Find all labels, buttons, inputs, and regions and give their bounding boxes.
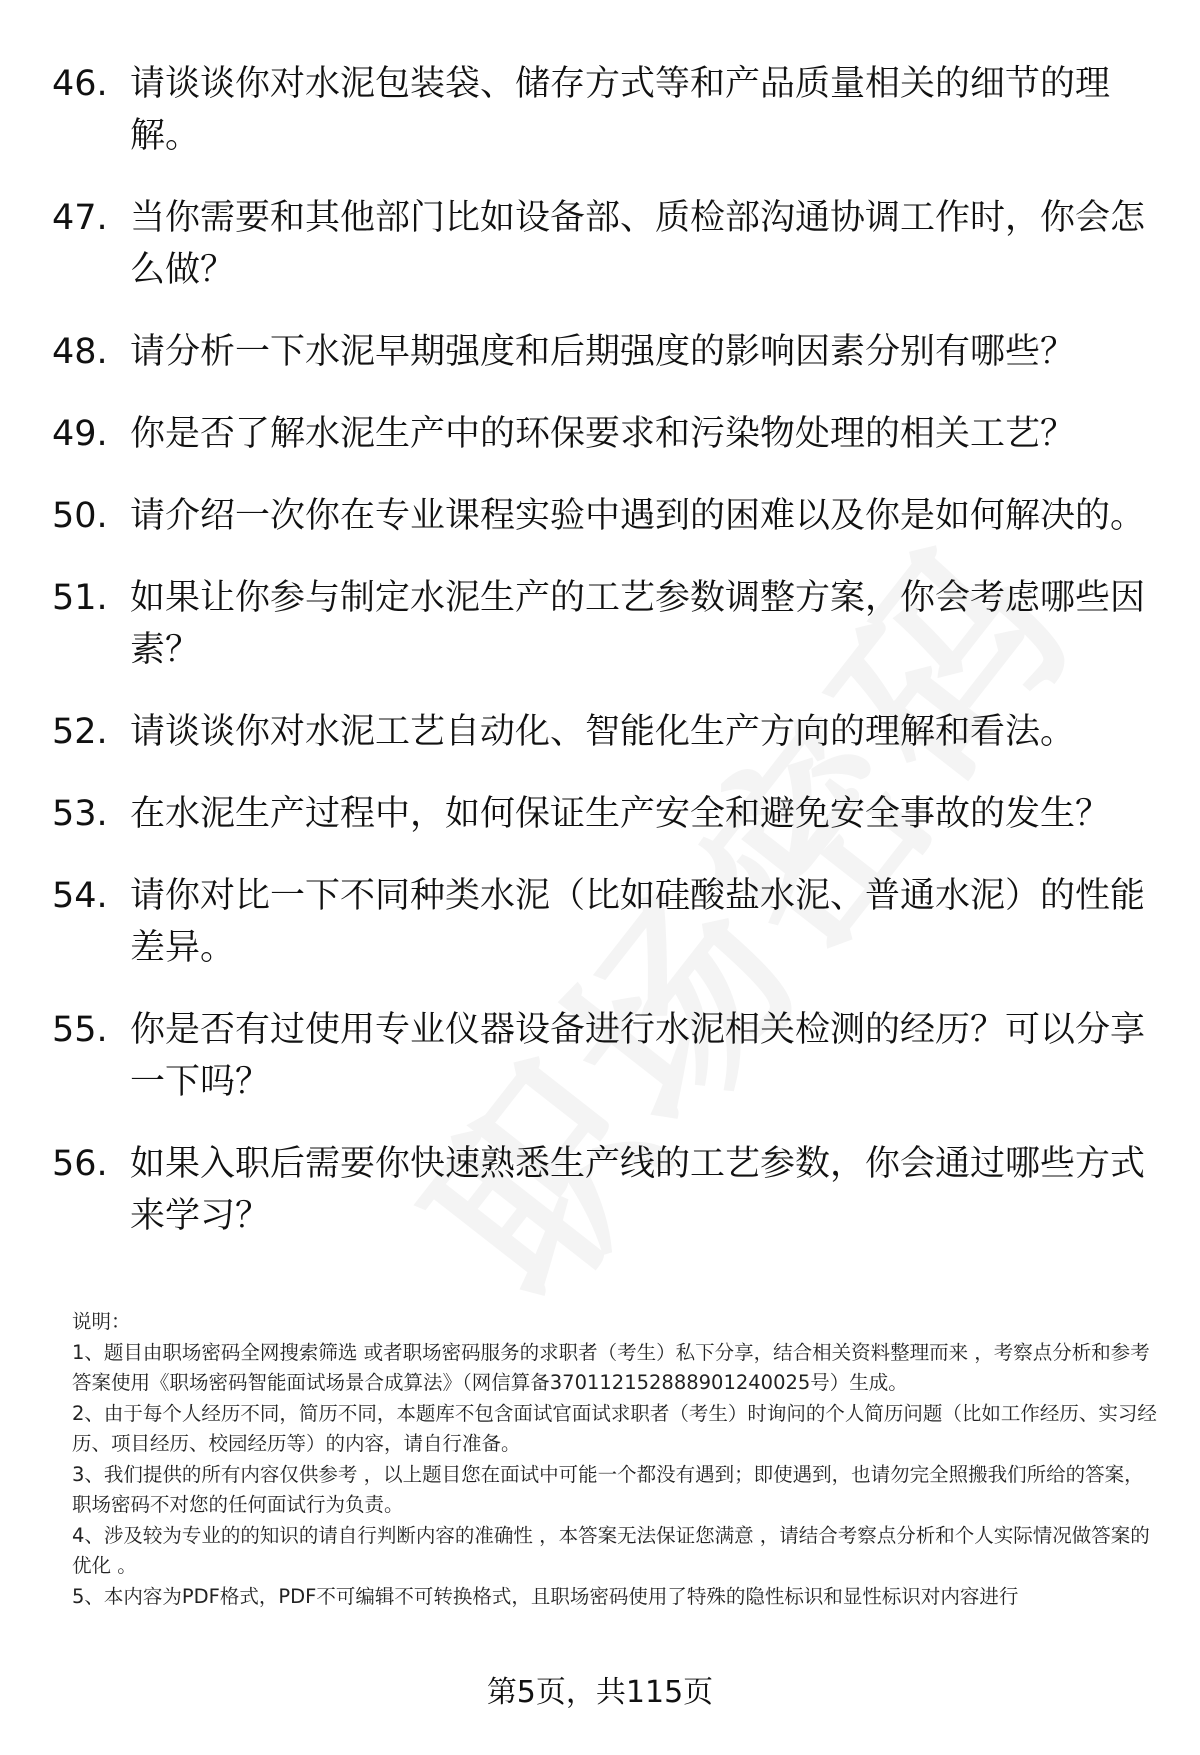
question-item — [52, 870, 1147, 974]
question-item — [52, 490, 1147, 542]
question-text: 当你需要和其他部门比如设备部、质检部沟通协调工作时，你会怎么做？ — [130, 198, 1146, 290]
question-number: 48. — [52, 332, 108, 372]
question-item — [52, 326, 1147, 378]
question-number: 54. — [52, 876, 108, 916]
page-number-footer: 第5页，共115页 — [486, 1675, 714, 1710]
question-text: 在水泥生产过程中，如何保证生产安全和避免安全事故的发生？ — [130, 794, 1111, 834]
question-number: 52. — [52, 712, 108, 752]
question-text: 请分析一下水泥早期强度和后期强度的影响因素分别有哪些？ — [130, 332, 1076, 372]
question-item — [52, 788, 1147, 840]
note-item: 4、涉及较为专业的的知识的请自行判断内容的准确性 ，本答案无法保证您满意 ，请结合考察点分析和个人实际情况做答案的优化 。 — [72, 1523, 1150, 1577]
question-text: 请谈谈你对水泥工艺自动化、智能化生产方向的理解和看法。 — [130, 712, 1076, 752]
question-number: 50. — [52, 496, 108, 536]
question-number: 56. — [52, 1144, 108, 1184]
note-item: 5、本内容为PDF格式，PDF不可编辑不可转换格式，且职场密码使用了特殊的隐性标识和显性标识对内容进行 — [72, 1584, 1019, 1608]
question-number: 51. — [52, 578, 108, 618]
question-text: 如果让你参与制定水泥生产的工艺参数调整方案，你会考虑哪些因素？ — [130, 578, 1146, 670]
question-item — [52, 706, 1147, 758]
question-number: 47. — [52, 198, 108, 238]
question-text: 请谈谈你对水泥包装袋、储存方式等和产品质量相关的细节的理解。 — [130, 64, 1111, 156]
note-item: 2、由于每个人经历不同，简历不同，本题库不包含面试官面试求职者（考生）时询问的个人简历问题（比如工作经历、实习经历、项目经历、校园经历等）的内容，请自行准备。 — [72, 1401, 1157, 1455]
question-number: 49. — [52, 414, 108, 454]
question-item — [52, 1138, 1147, 1242]
question-text: 你是否有过使用专业仪器设备进行水泥相关检测的经历？可以分享一下吗？ — [130, 1010, 1146, 1102]
question-number: 55. — [52, 1010, 108, 1050]
question-item — [52, 572, 1147, 676]
question-text: 如果入职后需要你快速熟悉生产线的工艺参数，你会通过哪些方式来学习？ — [130, 1144, 1146, 1236]
question-list — [52, 58, 1147, 1272]
notes-heading: 说明： — [72, 1310, 131, 1333]
question-item — [52, 58, 1147, 162]
question-text: 请介绍一次你在专业课程实验中遇到的困难以及你是如何解决的。 — [130, 496, 1146, 536]
question-item — [52, 408, 1147, 460]
note-item: 3、我们提供的所有内容仅供参考 ，以上题目您在面试中可能一个都没有遇到；即使遇到，也请勿完全照搬我们所给的答案，职场密码不对您的任何面试行为负责。 — [72, 1462, 1144, 1516]
question-number: 53. — [52, 794, 108, 834]
question-number: 46. — [52, 64, 108, 104]
notes-section — [72, 1307, 1157, 1612]
question-text: 你是否了解水泥生产中的环保要求和污染物处理的相关工艺？ — [130, 414, 1076, 454]
question-item — [52, 1004, 1147, 1108]
note-item: 1、题目由职场密码全网搜索筛选 或者职场密码服务的求职者（考生）私下分享，结合相关资料整理而来 ，考察点分析和参考答案使用《职场密码智能面试场景合成算法》（网信算备370112152888901240025号）生成。 — [72, 1340, 1150, 1394]
question-item — [52, 192, 1147, 296]
question-text: 请你对比一下不同种类水泥（比如硅酸盐水泥、普通水泥）的性能差异。 — [130, 876, 1146, 968]
